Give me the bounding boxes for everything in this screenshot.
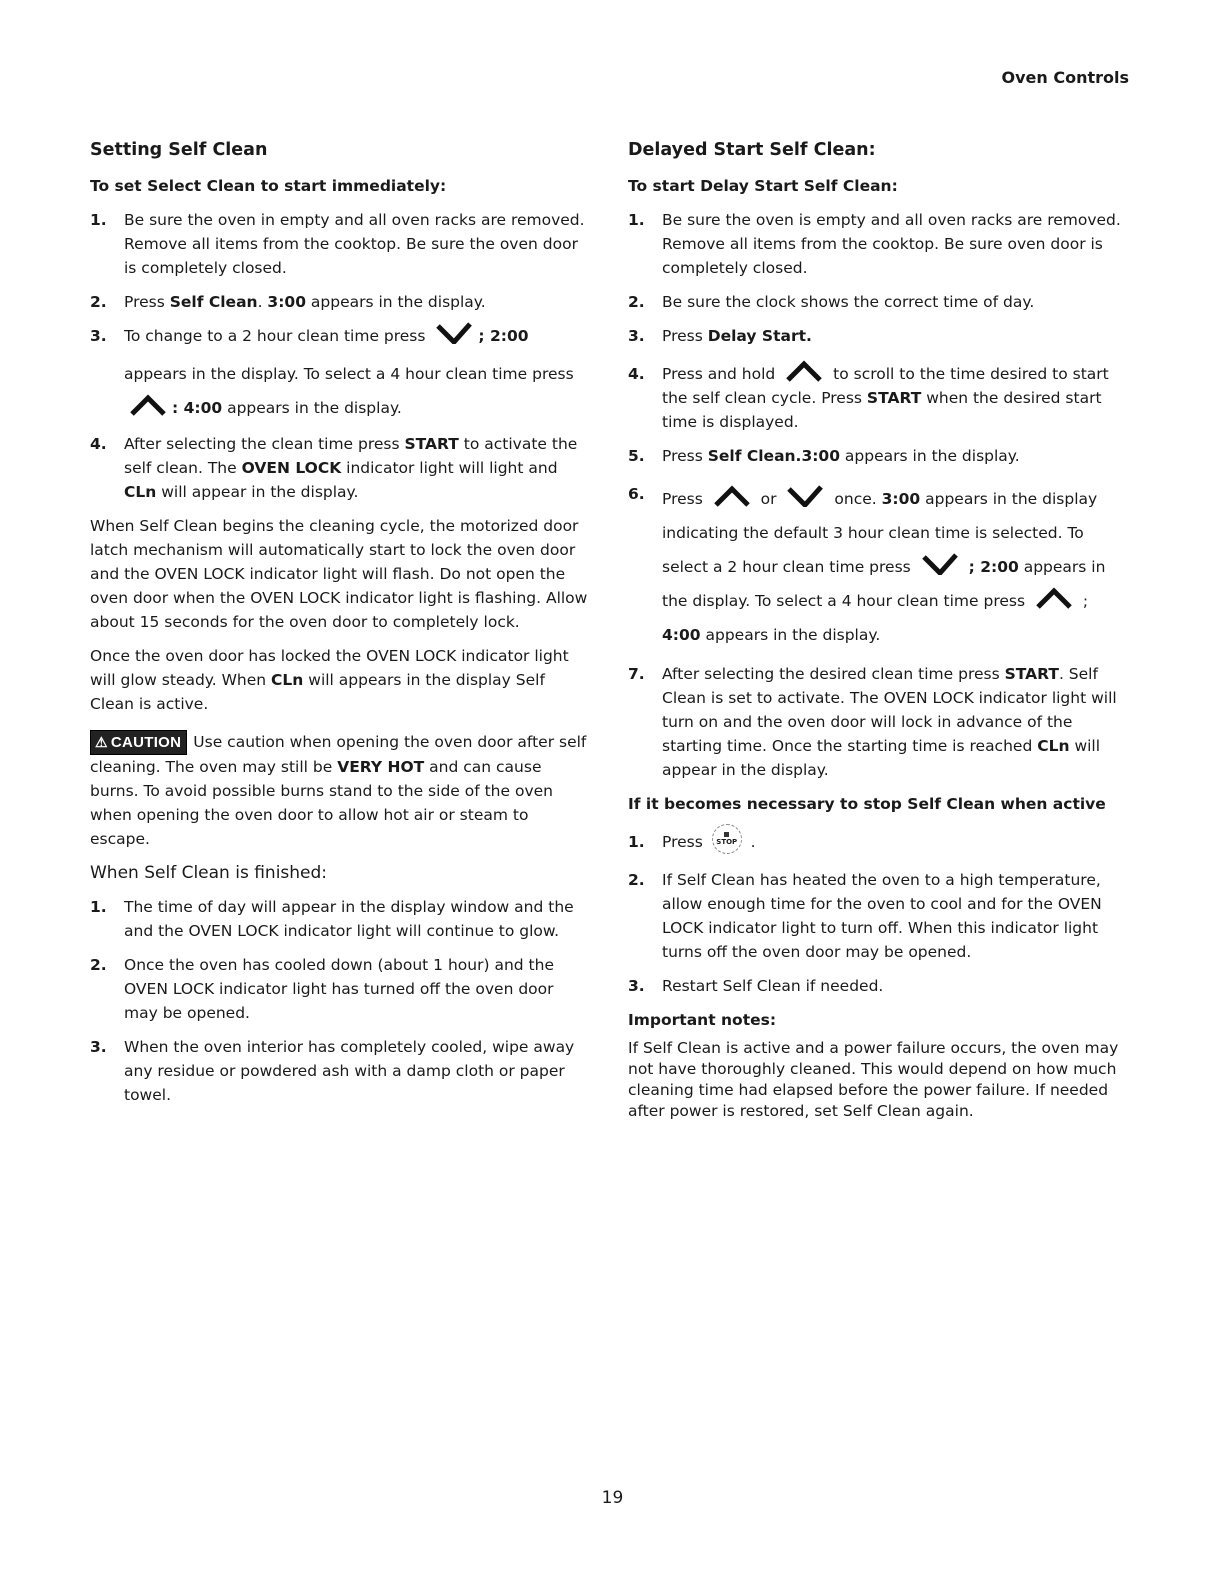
list-item [90, 432, 590, 504]
step-number: 4. [90, 435, 107, 453]
step-number: 6. [628, 485, 645, 503]
step-number: 1. [90, 211, 107, 229]
step-text: Press and hold [662, 365, 776, 383]
list-item [628, 362, 1128, 434]
list-item [90, 895, 590, 943]
list-item [90, 953, 590, 1025]
step-number: 3. [628, 327, 645, 345]
step-text: or [760, 490, 777, 508]
button-name: START [404, 435, 459, 453]
step-text: Press [124, 293, 170, 311]
caution-text: Use caution when opening the oven door after self cleaning. The oven may still be [90, 733, 587, 776]
step-text: appears in the display. [840, 447, 1020, 465]
up-arrow-icon [714, 485, 750, 507]
caution-emphasis: VERY HOT [337, 758, 425, 776]
stop-button-icon [712, 824, 742, 854]
delayed-steps-list [628, 208, 1128, 782]
step-text: indicator light will light and [341, 459, 558, 477]
subsection-finished: When Self Clean is finished: [90, 863, 328, 883]
step-number: 4. [628, 365, 645, 383]
section-title-setting-self-clean: Setting Self Clean [90, 140, 268, 160]
step-text: The time of day will appear in the display window and the and the OVEN LOCK indicator light will continue to glow. [124, 898, 574, 940]
step-number: 5. [628, 447, 645, 465]
list-item [628, 290, 1128, 314]
step-number: 1. [628, 211, 645, 229]
step-continuation [124, 362, 590, 386]
step-text: Once the oven has cooled down (about 1 hour) and the OVEN LOCK indicator light has turned off the oven door may be opened. [124, 956, 554, 1022]
step-continuation [124, 396, 590, 420]
display-value: 4:00 [662, 626, 701, 644]
list-item [628, 482, 1128, 652]
step-number: 3. [90, 327, 107, 345]
stop-steps-list [628, 830, 1128, 998]
step-text: After selecting the desired clean time press [662, 665, 1005, 683]
finished-steps-list [90, 895, 590, 1107]
step-text: will appear in the display. [156, 483, 359, 501]
subsection-stop-self-clean: If it becomes necessary to stop Self Clean when active [628, 795, 1106, 813]
step-text: appears in the display. To select a 4 hour clean time press [124, 365, 574, 383]
paragraph-cleaning-cycle: When Self Clean begins the cleaning cycle, the motorized door latch mechanism will automatically start to lock the oven door and the OVEN LOCK indicator light will flash. Do not open the oven door when the OVEN LOCK indicator light is flashing. Allow about 15 seconds for the oven door to completely lock. [90, 517, 588, 631]
step-text: If Self Clean has heated the oven to a high temperature, allow enough time for the oven to cool and for the OVEN LOCK indicator light to turn off. When this indicator light turns off the oven door may be opened. [662, 871, 1102, 961]
step-text: Be sure the oven is empty and all oven racks are removed. Remove all items from the cooktop. Be sure oven door is completely closed. [662, 211, 1121, 277]
warning-icon: ⚠ [95, 734, 108, 750]
page-header: Oven Controls [1001, 68, 1129, 87]
list-item [90, 1035, 590, 1107]
step-text: Press [662, 833, 703, 851]
display-value: CLn [1037, 737, 1070, 755]
step-number: 3. [90, 1038, 107, 1056]
list-item [628, 974, 1128, 998]
paragraph-oven-lock [90, 644, 590, 716]
step-number: 2. [628, 871, 645, 889]
step-text: Be sure the clock shows the correct time of day. [662, 293, 1035, 311]
step-text: appears in the display. [305, 293, 486, 311]
button-name: START [1004, 665, 1059, 683]
step-text: Press [662, 490, 703, 508]
step-text: After selecting the clean time press [124, 435, 405, 453]
down-arrow-icon [922, 553, 958, 575]
down-arrow-icon [787, 485, 823, 507]
button-name: Self Clean.3:00 [707, 447, 840, 465]
list-item [628, 662, 1128, 782]
subsection-start-immediately: To set Select Clean to start immediately: [90, 177, 447, 195]
button-name: START [866, 389, 922, 407]
step-text: . [257, 293, 268, 311]
step-text: when the desired start time is displayed. [662, 389, 1102, 431]
step-number: 2. [628, 293, 645, 311]
step-text: appears in the display indicating the default 3 hour clean time is selected. To select a 2 hour clean time press [662, 490, 1098, 576]
display-value: ; 2:00 [478, 327, 529, 345]
display-value: 3:00 [267, 293, 306, 311]
display-value: CLn [124, 483, 157, 501]
immediate-steps-list [90, 208, 590, 504]
list-item [90, 290, 590, 314]
caution-badge [90, 730, 187, 755]
step-text: appears in the display. [700, 626, 881, 644]
down-arrow-icon [436, 322, 472, 344]
subsection-important-notes: Important notes: [628, 1011, 777, 1029]
list-item [628, 830, 1128, 854]
display-value: ; 2:00 [968, 558, 1019, 576]
stop-label: STOP [716, 837, 738, 846]
step-text: Press [662, 447, 708, 465]
list-item [90, 208, 590, 280]
button-name: Delay Start. [707, 327, 812, 345]
caution-paragraph [90, 730, 590, 851]
paragraph-text: will appears in the display Self Clean is active. [90, 671, 545, 713]
step-text: Be sure the oven in empty and all oven racks are removed. Remove all items from the cooktop. Be sure the oven door is completely closed. [124, 211, 585, 277]
subsection-delay-start: To start Delay Start Self Clean: [628, 177, 898, 195]
section-title-delayed-start: Delayed Start Self Clean: [628, 140, 876, 160]
up-arrow-icon [786, 360, 822, 382]
step-number: 1. [628, 833, 645, 851]
step-text: When the oven interior has completely cooled, wipe away any residue or powdered ash with a damp cloth or paper towel. [124, 1038, 575, 1104]
step-text: Press [662, 327, 708, 345]
paragraph-text: Once the oven door has locked the OVEN LOCK indicator light will glow steady. When [90, 647, 569, 689]
step-number: 3. [628, 977, 645, 995]
step-text: to activate the self clean. The [124, 435, 578, 477]
caution-label: CAUTION [110, 734, 182, 751]
step-text: . [750, 833, 756, 851]
list-item [628, 868, 1128, 964]
caution-text: and can cause burns. To avoid possible burns stand to the side of the oven when opening the oven door to allow hot air or steam to escape. [90, 758, 553, 848]
list-item [90, 324, 590, 420]
indicator-name: OVEN LOCK [241, 459, 342, 477]
step-text: appears in the display. [222, 399, 402, 417]
step-text: To change to a 2 hour clean time press [124, 327, 426, 345]
step-text: Restart Self Clean if needed. [662, 977, 884, 995]
right-column [628, 138, 1128, 1132]
list-item [628, 444, 1128, 468]
step-number: 2. [90, 293, 107, 311]
step-text: to scroll to the time desired to start the self clean cycle. Press [662, 365, 1109, 407]
step-number: 2. [90, 956, 107, 974]
display-value: : 4:00 [172, 399, 223, 417]
step-text: ; [1082, 592, 1089, 610]
up-arrow-icon [130, 394, 166, 416]
display-value: CLn [271, 671, 304, 689]
step-text: appears in the display. To select a 4 hour clean time press [662, 558, 1106, 610]
step-text: . Self Clean is set to activate. The OVEN LOCK indicator light will turn on and the oven door will lock in advance of the starting time. Once the starting time is reached [662, 665, 1117, 755]
list-item [628, 324, 1128, 348]
step-number: 1. [90, 898, 107, 916]
step-text: will appear in the display. [662, 737, 1101, 779]
display-value: 3:00 [881, 490, 921, 508]
up-arrow-icon [1036, 587, 1072, 609]
step-number: 7. [628, 665, 645, 683]
list-item [628, 208, 1128, 280]
left-column [90, 138, 590, 1117]
stop-square-icon [724, 832, 729, 837]
step-text: once. [834, 490, 882, 508]
page-number: 19 [601, 1488, 624, 1508]
button-name: Self Clean [169, 293, 258, 311]
important-notes-text: If Self Clean is active and a power failure occurs, the oven may not have thoroughly cleaned. This would depend on how much cleaning time had elapsed before the power failure. If needed after power is restored, set Self Clean again. [628, 1039, 1119, 1120]
